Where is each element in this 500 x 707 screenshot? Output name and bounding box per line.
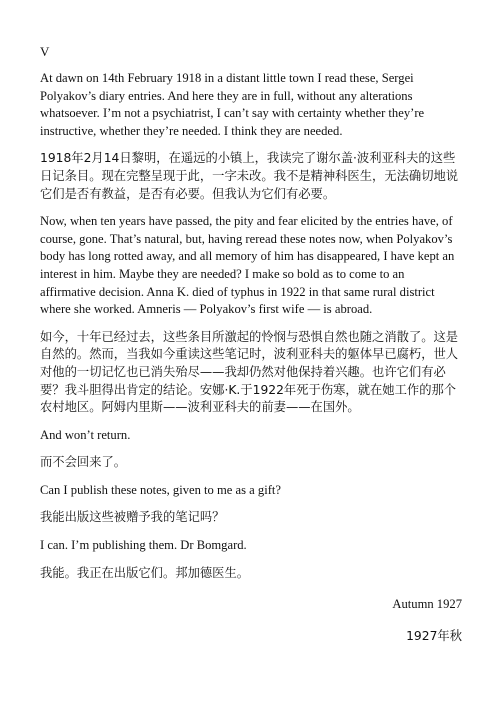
paragraph-en-1: At dawn on 14th February 1918 in a distant little town I read these, Sergei Polyakov’s diary entries. And here they are in full, without any alterations whatsoever. I’m not a psychiatrist, I can’t say with certainty whether they’re instructive, whether they’re needed. I think they are needed. — [40, 71, 425, 138]
signature-date-zh: 1927年秋 — [406, 628, 462, 643]
document-page — [40, 43, 462, 655]
paragraph-zh-1: 1918年2月14日黎明，在遥远的小镇上，我读完了谢尔盖·波利亚科夫的这些日记条目。现在完整呈现于此，一字未改。我不是精神科医生，无法确切地说它们是否有教益，是否有必要。但我认为它们有必要。 — [40, 151, 459, 201]
signature-date-en: Autumn 1927 — [392, 597, 462, 612]
paragraph-en-5: I can. I’m publishing them. Dr Bomgard. — [40, 538, 247, 553]
paragraph-en-2: Now, when ten years have passed, the pity and fear elicited by the entries have, of course, gone. That’s natural, but, having reread these notes now, when Polyakov’s body has long rotted away, and all memory of him has disappeared, I have kept an interest in him. Maybe they are needed? I make so bold as to come to an affirmative decision. Anna K. died of typhus in 1922 in that same rural district where she worked. Amneris — Polyakov’s first wife — is abroad. — [40, 214, 455, 317]
paragraph-en-3: And won’t return. — [40, 427, 131, 442]
paragraph-zh-5: 我能。我正在出版它们。邦加德医生。 — [40, 565, 250, 580]
section-mark: V — [40, 44, 50, 59]
paragraph-zh-4: 我能出版这些被赠予我的笔记吗？ — [40, 510, 225, 525]
paragraph-zh-2: 如今，十年已经过去，这些条目所激起的怜悯与恐惧自然也随之消散了。这是自然的。然而，当我如今重读这些笔记时，波利亚科夫的躯体早已腐朽，世人对他的一切记忆也已消失殆尽——我却仍然对他保持着兴趣。也许它们有必要？我斗胆得出肯定的结论。安娜·K.于1922年死于伤寒，就在她工作的那个农村地区。阿姆内里斯——波利亚科夫的前妻——在国外。 — [40, 329, 459, 415]
paragraph-zh-3: 而不会回来了。 — [40, 455, 127, 470]
paragraph-en-4: Can I publish these notes, given to me as a gift? — [40, 482, 281, 497]
